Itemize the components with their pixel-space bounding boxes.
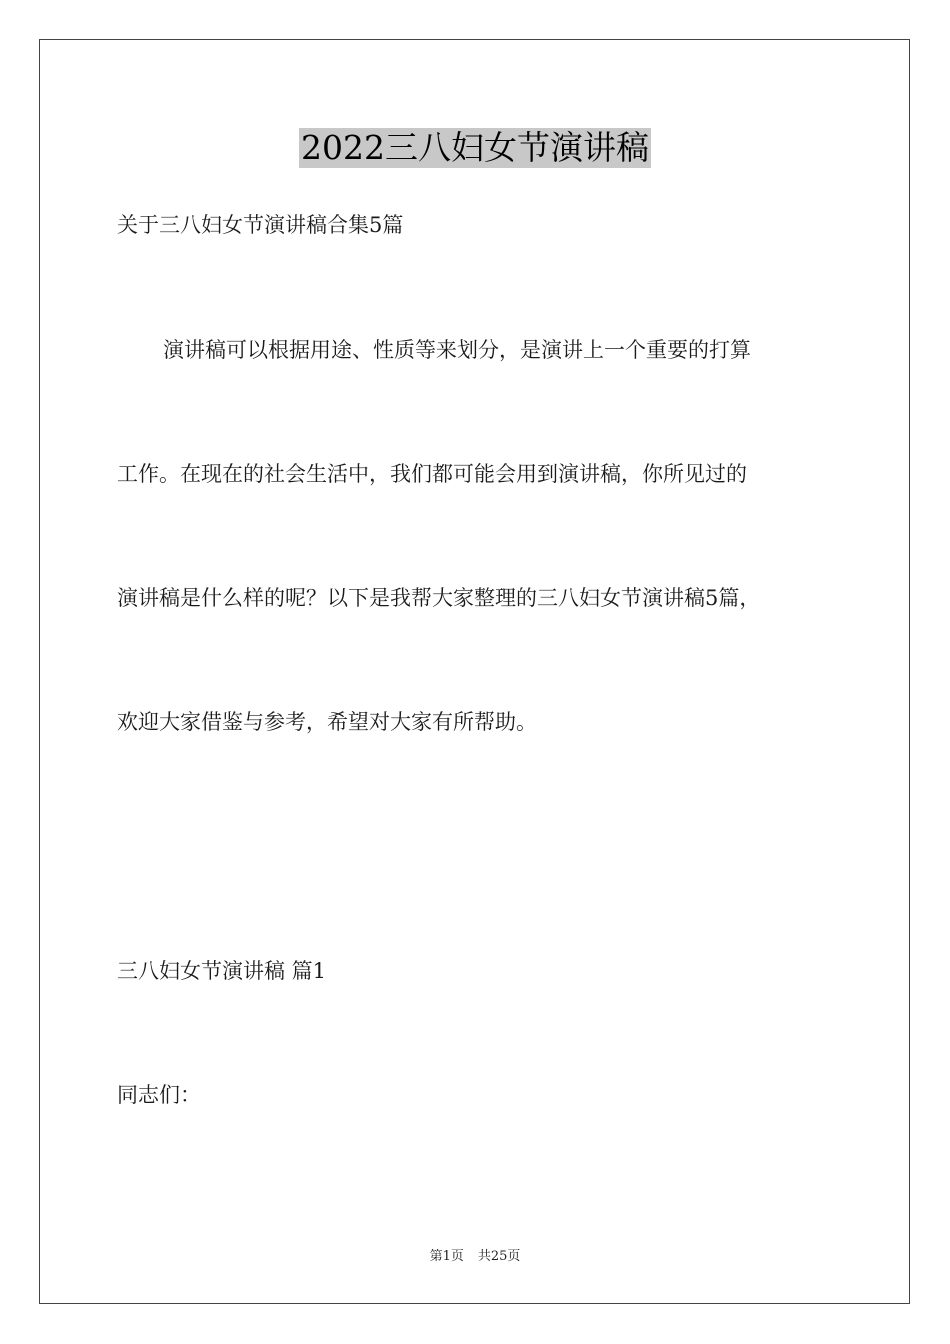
document-subtitle: 关于三八妇女节演讲稿合集5篇: [117, 213, 404, 237]
paragraph-line-4: 欢迎大家借鉴与参考，希望对大家有所帮助。: [117, 710, 537, 734]
page-footer: [0, 1248, 950, 1266]
page-total: 共25页: [477, 1249, 521, 1264]
paragraph-line-1: 演讲稿可以根据用途、性质等来划分，是演讲上一个重要的打算: [163, 338, 751, 362]
page-number: 第1页: [429, 1249, 464, 1264]
paragraph-line-2: 工作。在现在的社会生活中，我们都可能会用到演讲稿，你所见过的: [117, 462, 747, 486]
section-heading: 三八妇女节演讲稿 篇1: [117, 959, 327, 983]
document-title: 2022三八妇女节演讲稿: [301, 128, 649, 167]
salutation: 同志们：: [117, 1083, 201, 1107]
title-container: [0, 128, 950, 168]
paragraph-line-3: 演讲稿是什么样的呢？以下是我帮大家整理的三八妇女节演讲稿5篇，: [117, 586, 761, 610]
